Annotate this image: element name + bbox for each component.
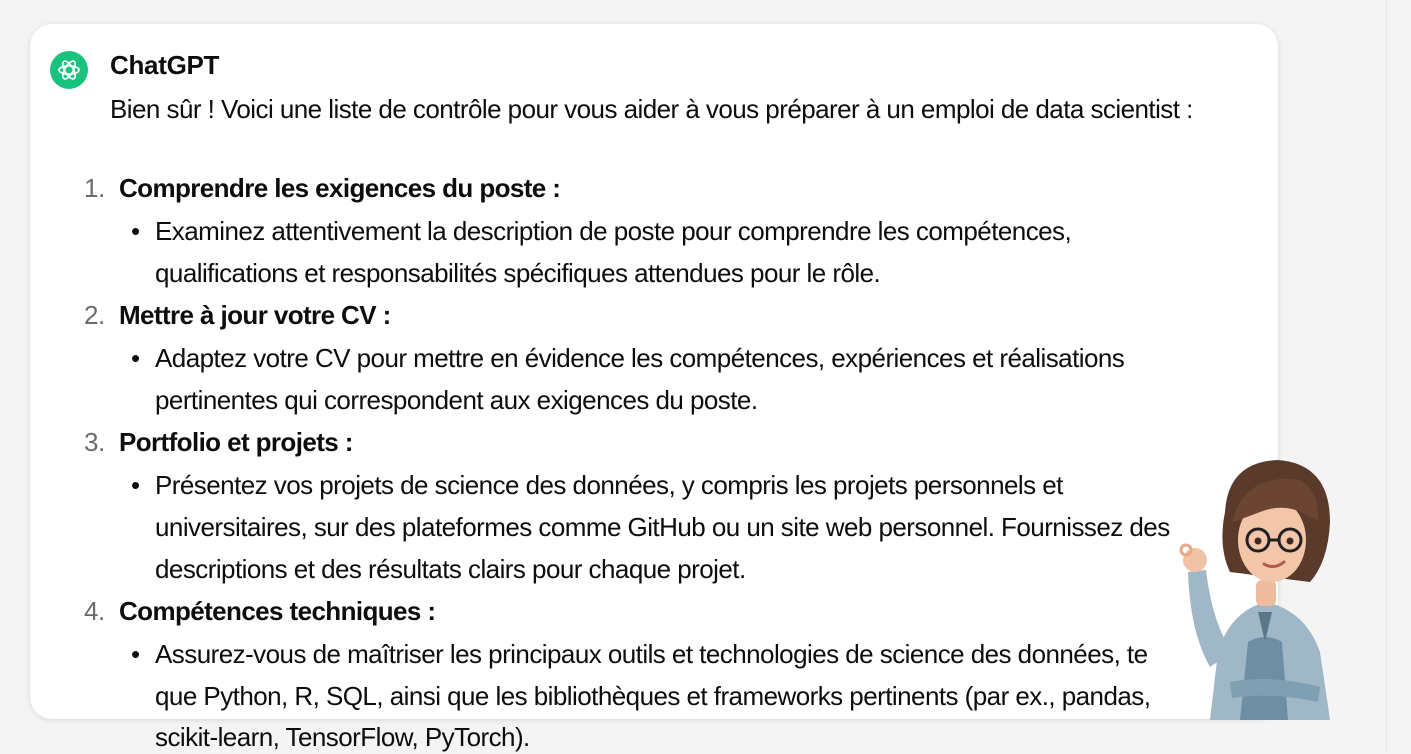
cartoon-woman-illustration [1170,452,1360,720]
list-heading: Portfolio et projets : [119,427,353,457]
list-text-line: universitaires, sur des plateformes comme GitHub ou un site web personnel. Fournissez des [155,512,1170,542]
message-author: ChatGPT [110,50,220,80]
list-number: 4. [84,596,105,626]
intro-text: Bien sûr ! Voici une liste de contrôle pour vous aider à vous préparer à un emploi de data scientist : [110,94,1193,124]
list-heading: Comprendre les exigences du poste : [119,173,561,203]
list-text-line: Assurez-vous de maîtriser les principaux outils et technologies de science des données, te [155,639,1148,669]
list-number: 1. [84,173,105,203]
list-text-line: Examinez attentivement la description de poste pour comprendre les compétences, [155,216,1072,246]
list-text-line: que Python, R, SQL, ainsi que les bibliothèques et frameworks pertinents (par ex., pandas, [155,681,1151,711]
list-number: 2. [84,300,105,330]
right-sidebar-edge [1386,0,1411,752]
list-heading: Mettre à jour votre CV : [119,300,391,330]
openai-logo-icon [50,51,88,89]
bullet: • [131,216,141,246]
bullet: • [131,343,141,373]
bullet: • [131,639,141,669]
list-text-line: pertinentes qui correspondent aux exigences du poste. [155,385,758,415]
list-text-line: scikit-learn, TensorFlow, PyTorch). [155,722,530,752]
list-text-line: qualifications et responsabilités spécifiques attendues pour le rôle. [155,258,881,288]
bullet: • [131,470,141,500]
list-text-line: descriptions et des résultats clairs pour chaque projet. [155,554,746,584]
list-number: 3. [84,427,105,457]
list-text-line: Adaptez votre CV pour mettre en évidence les compétences, expériences et réalisations [155,343,1125,373]
list-text-line: Présentez vos projets de science des données, y compris les projets personnels et [155,470,1063,500]
list-heading: Compétences techniques : [119,596,436,626]
